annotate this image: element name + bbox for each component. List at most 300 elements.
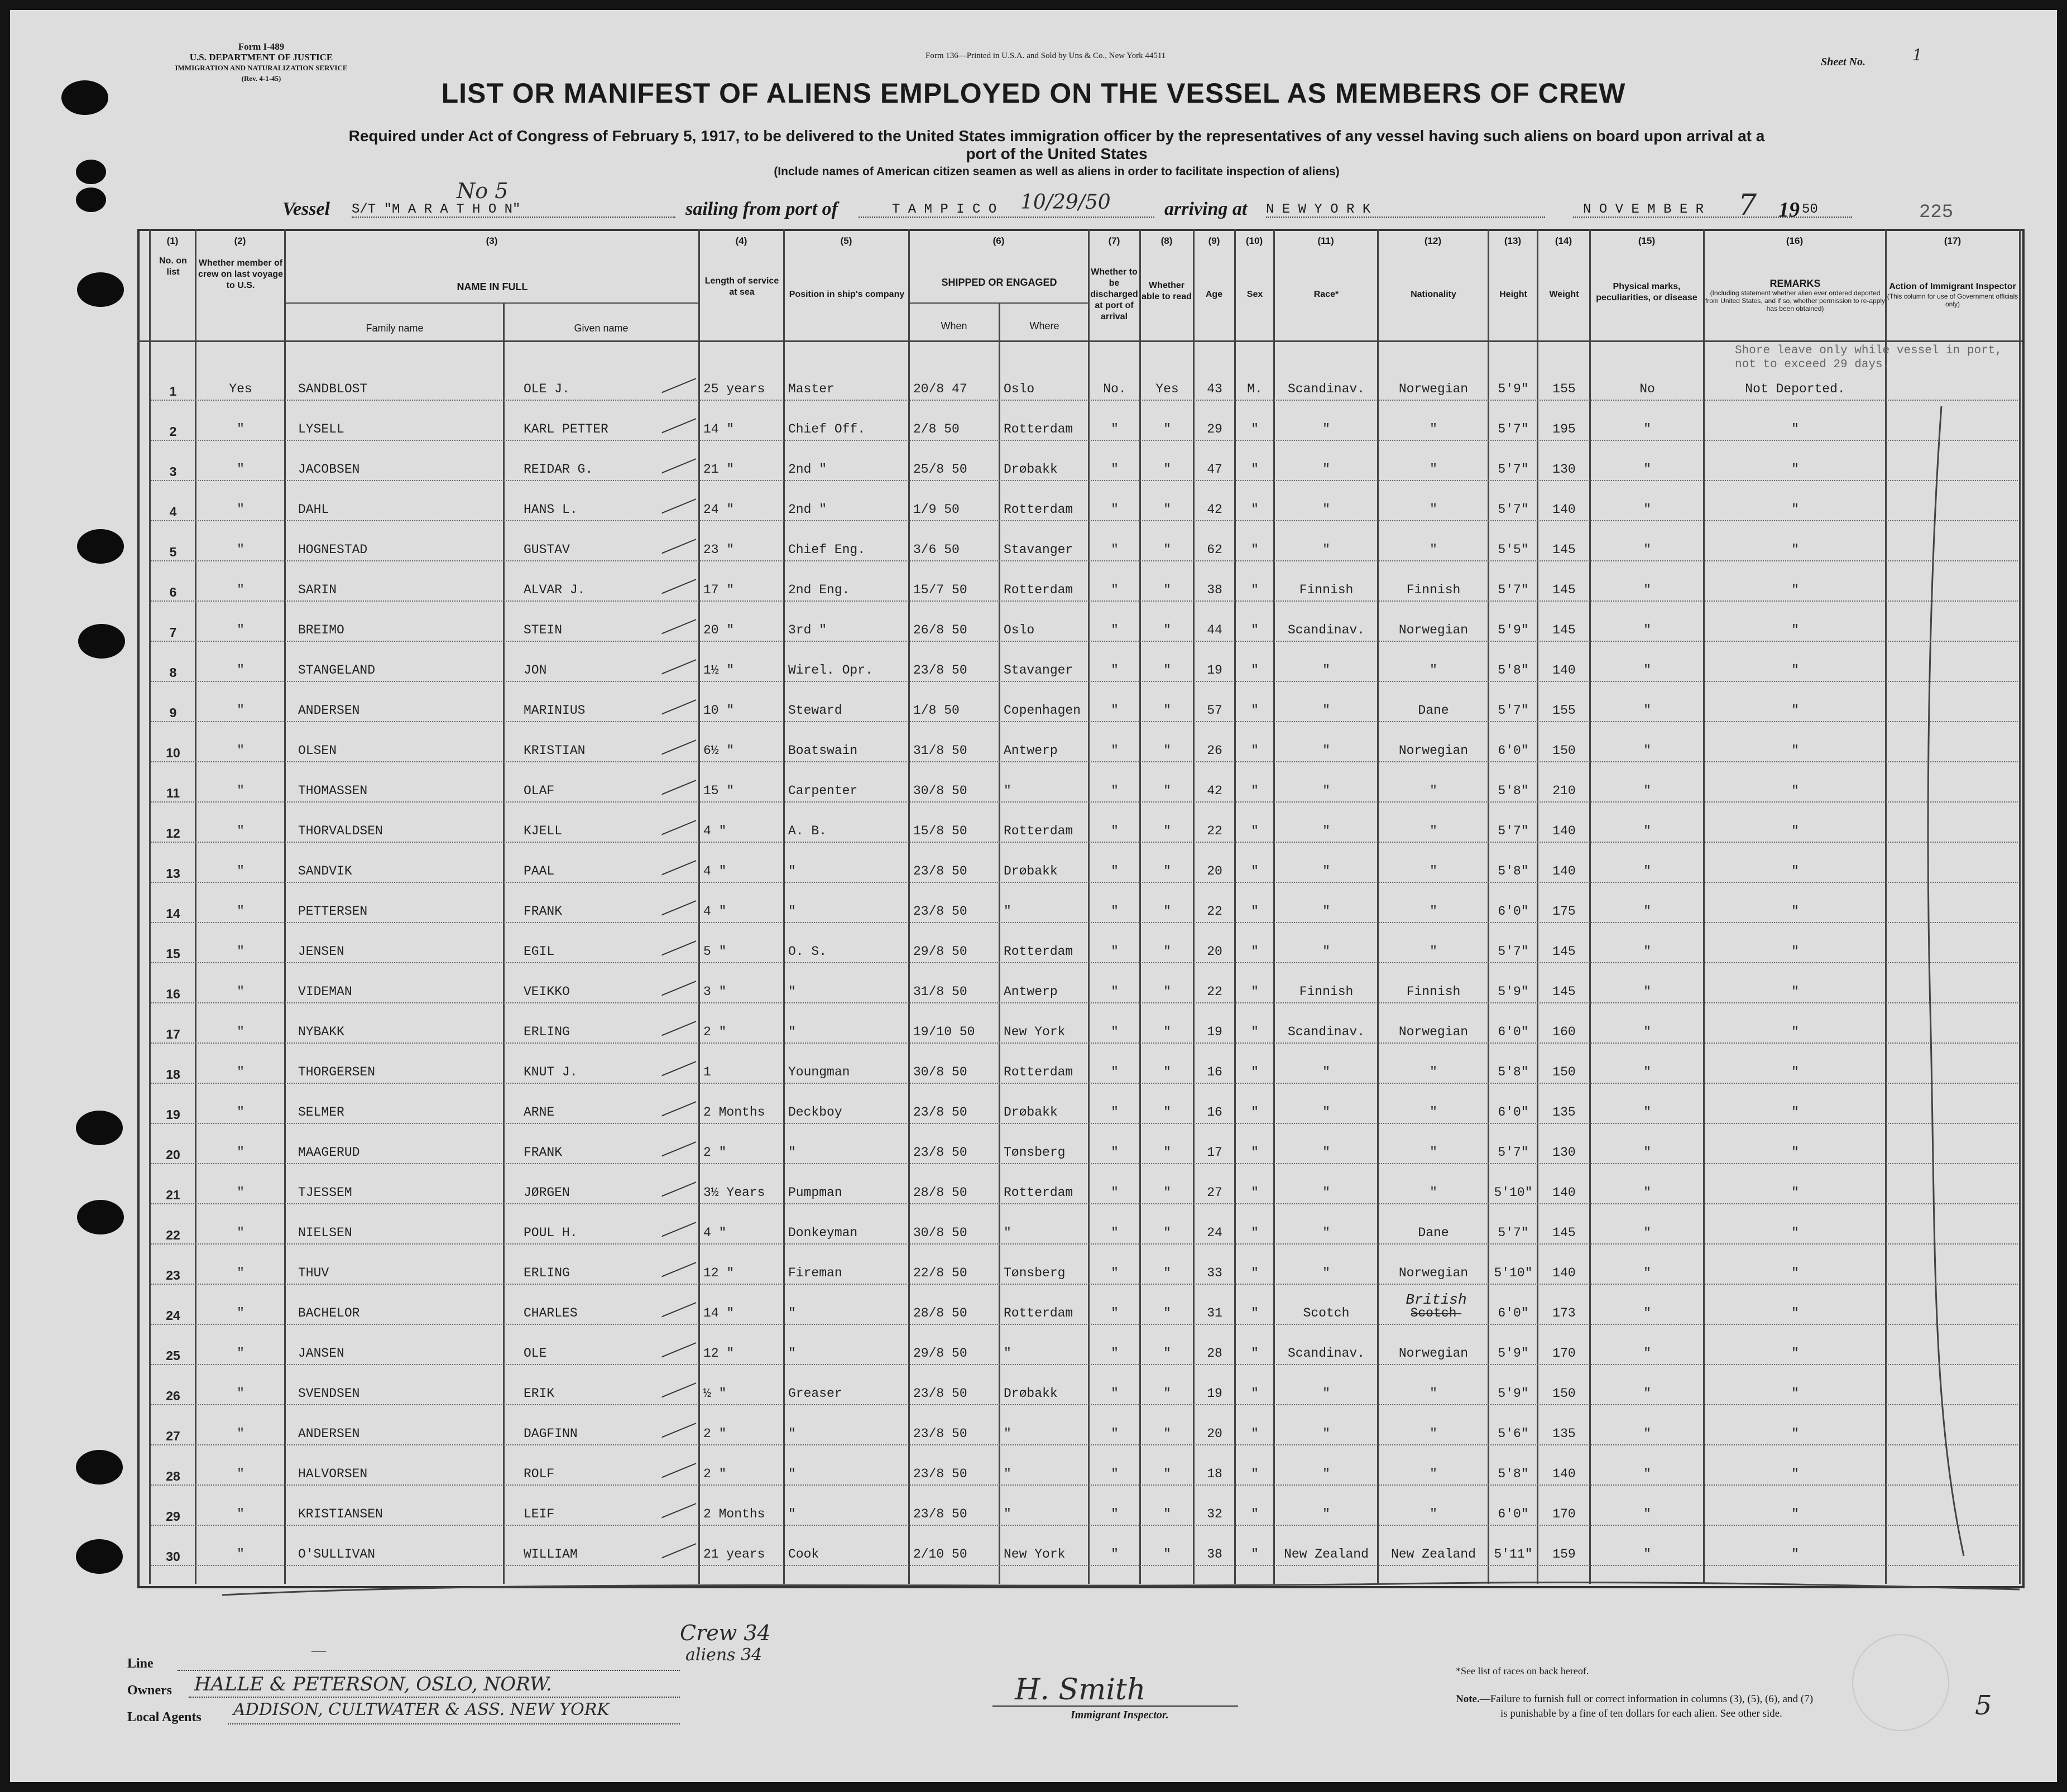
col-label: Family name bbox=[366, 323, 424, 334]
punch-hole bbox=[78, 624, 125, 659]
sex: " bbox=[1251, 623, 1259, 637]
weight: 210 bbox=[1552, 784, 1576, 798]
weight: 135 bbox=[1552, 1105, 1576, 1120]
column-rule bbox=[1703, 229, 1705, 1584]
able-to-read: " bbox=[1163, 1426, 1171, 1441]
race: " bbox=[1322, 502, 1330, 517]
length-of-service: 10 " bbox=[703, 703, 735, 718]
shipped-where: Rotterdam bbox=[1004, 583, 1073, 597]
family-name: NYBAKK bbox=[298, 1025, 344, 1039]
col-header-discharge bbox=[1090, 267, 1139, 323]
sex: M. bbox=[1247, 382, 1263, 396]
discharge: " bbox=[1111, 904, 1119, 919]
punch-hole bbox=[76, 1450, 123, 1484]
able-to-read: " bbox=[1163, 462, 1171, 477]
weight: 173 bbox=[1552, 1306, 1576, 1320]
shipped-where: Drøbakk bbox=[1004, 1386, 1058, 1401]
length-of-service: 4 " bbox=[703, 824, 727, 838]
height: 6'0" bbox=[1498, 904, 1529, 919]
sex: " bbox=[1251, 743, 1259, 758]
race: Finnish bbox=[1299, 583, 1354, 597]
family-name: HALVORSEN bbox=[298, 1467, 368, 1481]
shipped-when: 23/8 50 bbox=[913, 864, 967, 878]
race: " bbox=[1322, 864, 1330, 878]
age: 27 bbox=[1207, 1185, 1222, 1200]
row-rule bbox=[151, 721, 2018, 723]
nationality: " bbox=[1430, 1105, 1437, 1120]
position: Donkeyman bbox=[788, 1226, 858, 1240]
age: 19 bbox=[1207, 1025, 1222, 1039]
row-rule bbox=[151, 520, 2018, 522]
length-of-service: 14 " bbox=[703, 1306, 735, 1320]
remarks: " bbox=[1791, 864, 1799, 878]
column-rule bbox=[1088, 229, 1090, 1584]
shipped-where: Stavanger bbox=[1004, 663, 1073, 678]
row-number: 30 bbox=[166, 1549, 180, 1564]
family-name: TJESSEM bbox=[298, 1185, 352, 1200]
nationality: Norwegian bbox=[1398, 623, 1469, 637]
column-number: (16) bbox=[1786, 236, 1804, 246]
discharge: " bbox=[1111, 1185, 1119, 1200]
length-of-service: 14 " bbox=[703, 422, 735, 436]
nationality: " bbox=[1430, 824, 1437, 838]
remarks: " bbox=[1791, 1467, 1799, 1481]
position: " bbox=[788, 1467, 796, 1481]
previous-voyage: " bbox=[237, 1346, 244, 1361]
length-of-service: 2 " bbox=[703, 1025, 727, 1039]
able-to-read: " bbox=[1163, 1065, 1171, 1079]
remarks: " bbox=[1791, 462, 1799, 477]
weight: 160 bbox=[1552, 1025, 1576, 1039]
shipped-when: 23/8 50 bbox=[913, 1507, 967, 1521]
agents-label: Local Agents bbox=[127, 1710, 202, 1724]
crew-count: Crew 34 bbox=[680, 1621, 771, 1645]
weight: 130 bbox=[1552, 1145, 1576, 1160]
position: Chief Eng. bbox=[788, 542, 866, 557]
shipped-when: 15/7 50 bbox=[913, 583, 967, 597]
family-name: JACOBSEN bbox=[298, 462, 360, 477]
previous-voyage: " bbox=[237, 1426, 244, 1441]
position: Boatswain bbox=[788, 743, 858, 758]
shipped-when: 31/8 50 bbox=[913, 984, 967, 999]
col-label: NAME IN FULL bbox=[457, 281, 528, 292]
race: Scotch bbox=[1303, 1306, 1350, 1320]
discharge: " bbox=[1111, 784, 1119, 798]
remarks-shore-leave: Shore leave only while vessel in port, not to exceed 29 days. bbox=[1735, 344, 2002, 371]
age: 26 bbox=[1207, 743, 1222, 758]
discharge: " bbox=[1111, 1226, 1119, 1240]
shipped-where: Tønsberg bbox=[1004, 1266, 1066, 1280]
col-header-given-name bbox=[505, 323, 698, 334]
nationality: " bbox=[1430, 784, 1437, 798]
service-name: IMMIGRATION AND NATURALIZATION SERVICE bbox=[175, 64, 348, 72]
length-of-service: 12 " bbox=[703, 1266, 735, 1280]
column-number: (15) bbox=[1638, 236, 1656, 246]
sex: " bbox=[1251, 703, 1259, 718]
row-rule bbox=[151, 1083, 2018, 1084]
remarks: " bbox=[1791, 784, 1799, 798]
sex: " bbox=[1251, 1547, 1259, 1562]
family-name: KRISTIANSEN bbox=[298, 1507, 383, 1521]
column-number: (6) bbox=[992, 236, 1005, 246]
family-name: O'SULLIVAN bbox=[298, 1547, 376, 1562]
nationality: " bbox=[1430, 542, 1437, 557]
height: 5'8" bbox=[1498, 864, 1529, 878]
row-rule bbox=[151, 1565, 2018, 1567]
row-rule bbox=[151, 1163, 2018, 1165]
remarks: " bbox=[1791, 1346, 1799, 1361]
previous-voyage: " bbox=[237, 824, 244, 838]
col-header-where bbox=[1000, 320, 1088, 332]
age: 38 bbox=[1207, 583, 1222, 597]
physical-marks: " bbox=[1643, 542, 1651, 557]
weight: 145 bbox=[1552, 583, 1576, 597]
sex: " bbox=[1251, 1507, 1259, 1521]
row-rule bbox=[151, 560, 2018, 562]
shipped-when: 29/8 50 bbox=[913, 944, 967, 959]
shipped-when: 23/8 50 bbox=[913, 1145, 967, 1160]
nationality: " bbox=[1430, 462, 1437, 477]
physical-marks: " bbox=[1643, 1386, 1651, 1401]
able-to-read: " bbox=[1163, 904, 1171, 919]
arrival-day: 7 bbox=[1738, 189, 1757, 222]
nationality: " bbox=[1430, 663, 1437, 678]
previous-voyage: " bbox=[237, 1025, 244, 1039]
family-name: VIDEMAN bbox=[298, 984, 352, 999]
shipped-when: 23/8 50 bbox=[913, 663, 967, 678]
corner-mark: 5 bbox=[1975, 1690, 1992, 1721]
nationality: Scotch bbox=[1410, 1306, 1457, 1320]
row-number: 22 bbox=[166, 1228, 180, 1242]
previous-voyage: " bbox=[237, 623, 244, 637]
subtitle-line-1: Required under Act of Congress of February 5, 1917, to be delivered to the United States immigration officer by the representatives of any vessel having such aliens on board upon arrival at a bbox=[348, 127, 1765, 145]
physical-marks: " bbox=[1643, 824, 1651, 838]
family-name: DAHL bbox=[298, 502, 329, 517]
position: 2nd " bbox=[788, 502, 827, 517]
footer bbox=[10, 1621, 2057, 1757]
sex: " bbox=[1251, 984, 1259, 999]
col-label: Where bbox=[1029, 320, 1059, 332]
weight: 150 bbox=[1552, 1386, 1576, 1401]
height: 5'9" bbox=[1498, 984, 1529, 999]
family-name: STANGELAND bbox=[298, 663, 376, 678]
vessel-note: No 5 bbox=[457, 179, 509, 203]
shipped-when: 29/8 50 bbox=[913, 1346, 967, 1361]
weight: 145 bbox=[1552, 1226, 1576, 1240]
height: 5'10" bbox=[1494, 1266, 1533, 1280]
able-to-read: " bbox=[1163, 422, 1171, 436]
row-rule bbox=[151, 1525, 2018, 1526]
able-to-read: " bbox=[1163, 1507, 1171, 1521]
col-header-family-name bbox=[286, 323, 503, 334]
previous-voyage: " bbox=[237, 502, 244, 517]
vessel-label: Vessel bbox=[282, 199, 330, 219]
race: " bbox=[1322, 1266, 1330, 1280]
previous-voyage: " bbox=[237, 1467, 244, 1481]
shipped-where: Rotterdam bbox=[1004, 1065, 1073, 1079]
given-name: EGIL bbox=[524, 944, 555, 959]
column-number: (14) bbox=[1555, 236, 1572, 246]
col-header-nationality bbox=[1379, 289, 1488, 300]
length-of-service: 3½ Years bbox=[703, 1185, 765, 1200]
shipped-when: 1/9 50 bbox=[913, 502, 960, 517]
position: 2nd Eng. bbox=[788, 583, 850, 597]
col-header-race bbox=[1275, 289, 1378, 300]
row-number: 13 bbox=[166, 866, 180, 881]
previous-voyage: " bbox=[237, 1105, 244, 1120]
given-name: KJELL bbox=[524, 824, 563, 838]
given-name: FRANK bbox=[524, 904, 563, 919]
row-number: 28 bbox=[166, 1469, 180, 1483]
shipped-when: 3/6 50 bbox=[913, 542, 960, 557]
previous-voyage: " bbox=[237, 784, 244, 798]
shipped-where: Drøbakk bbox=[1004, 462, 1058, 477]
arrival-year-prefix: 19 bbox=[1778, 198, 1800, 222]
col-label: No. on list bbox=[159, 256, 187, 277]
length-of-service: 25 years bbox=[703, 382, 765, 396]
discharge: " bbox=[1111, 1547, 1119, 1562]
shipped-where: New York bbox=[1004, 1547, 1066, 1562]
inspector-signature: H. Smith bbox=[1015, 1673, 1146, 1707]
position: Greaser bbox=[788, 1386, 842, 1401]
weight: 155 bbox=[1552, 382, 1576, 396]
race: " bbox=[1322, 904, 1330, 919]
row-number: 8 bbox=[169, 665, 177, 680]
punch-hole bbox=[76, 1539, 123, 1574]
sex: " bbox=[1251, 864, 1259, 878]
able-to-read: " bbox=[1163, 623, 1171, 637]
nationality: Norwegian bbox=[1398, 1266, 1469, 1280]
inspector-check-line bbox=[1897, 395, 2008, 1567]
row-rule bbox=[151, 600, 2018, 602]
row-rule bbox=[151, 1484, 2018, 1486]
shipped-where: Tønsberg bbox=[1004, 1145, 1066, 1160]
race: " bbox=[1322, 824, 1330, 838]
sex: " bbox=[1251, 1025, 1259, 1039]
sailing-label: sailing from port of bbox=[685, 199, 838, 219]
sex: " bbox=[1251, 1266, 1259, 1280]
sex: " bbox=[1251, 502, 1259, 517]
age: 16 bbox=[1207, 1065, 1222, 1079]
shipped-where: Drøbakk bbox=[1004, 1105, 1058, 1120]
nationality-correction: British bbox=[1406, 1293, 1467, 1307]
shipped-where: " bbox=[1004, 1226, 1011, 1240]
length-of-service: 4 " bbox=[703, 1226, 727, 1240]
shipped-where: Rotterdam bbox=[1004, 502, 1073, 517]
form-revision: (Rev. 4-1-45) bbox=[241, 74, 281, 83]
able-to-read: " bbox=[1163, 1025, 1171, 1039]
discharge: " bbox=[1111, 1266, 1119, 1280]
sex: " bbox=[1251, 944, 1259, 959]
age: 43 bbox=[1207, 382, 1222, 396]
nationality: " bbox=[1430, 1065, 1437, 1079]
length-of-service: 3 " bbox=[703, 984, 727, 999]
given-name: PAAL bbox=[524, 864, 555, 878]
row-rule bbox=[151, 1002, 2018, 1004]
able-to-read: " bbox=[1163, 583, 1171, 597]
row-number: 23 bbox=[166, 1268, 180, 1282]
row-rule bbox=[151, 842, 2018, 843]
able-to-read: " bbox=[1163, 1266, 1171, 1280]
race: " bbox=[1322, 743, 1330, 758]
col-label: Given name bbox=[574, 323, 629, 334]
col-note: (This column for use of Government officials only) bbox=[1887, 292, 2018, 308]
discharge: " bbox=[1111, 1346, 1119, 1361]
weight: 155 bbox=[1552, 703, 1576, 718]
shipped-where: Antwerp bbox=[1004, 743, 1058, 758]
subtitle-line-2: port of the United States bbox=[966, 145, 1148, 162]
position: Carpenter bbox=[788, 784, 858, 798]
physical-marks: " bbox=[1643, 623, 1651, 637]
remarks: Not Deported. bbox=[1745, 382, 1845, 396]
height: 5'8" bbox=[1498, 784, 1529, 798]
given-name: OLE J. bbox=[524, 382, 570, 396]
col-header-sex bbox=[1236, 289, 1274, 300]
col-header-previous-voyage bbox=[196, 258, 285, 291]
note-text-1: —Failure to furnish full or correct information in columns (3), (5), (6), and (7) bbox=[1479, 1693, 1814, 1705]
sex: " bbox=[1251, 1145, 1259, 1160]
arrival-year: 50 bbox=[1802, 202, 1818, 217]
column-rule bbox=[1488, 229, 1489, 1584]
discharge: " bbox=[1111, 1507, 1119, 1521]
length-of-service: 21 years bbox=[703, 1547, 765, 1562]
family-name: THORVALDSEN bbox=[298, 824, 383, 838]
able-to-read: " bbox=[1163, 784, 1171, 798]
given-name: POUL H. bbox=[524, 1226, 578, 1240]
shipped-where: Stavanger bbox=[1004, 542, 1073, 557]
able-to-read: " bbox=[1163, 824, 1171, 838]
sex: " bbox=[1251, 1386, 1259, 1401]
nationality: Dane bbox=[1418, 1226, 1449, 1240]
weight: 140 bbox=[1552, 502, 1576, 517]
column-number: (5) bbox=[840, 236, 852, 246]
previous-voyage: " bbox=[237, 703, 244, 718]
race: New Zealand bbox=[1284, 1547, 1369, 1562]
arriving-port: N E W Y O R K bbox=[1266, 202, 1371, 217]
sex: " bbox=[1251, 663, 1259, 678]
able-to-read: " bbox=[1163, 1467, 1171, 1481]
weight: 150 bbox=[1552, 743, 1576, 758]
page-number: 225 bbox=[1919, 202, 1954, 223]
shipped-when: 15/8 50 bbox=[913, 824, 967, 838]
nationality: " bbox=[1430, 1145, 1437, 1160]
age: 42 bbox=[1207, 784, 1222, 798]
column-number: (10) bbox=[1245, 236, 1263, 246]
col-label: Length of service at sea bbox=[704, 276, 779, 297]
col-header-position bbox=[785, 289, 909, 300]
nationality: " bbox=[1430, 944, 1437, 959]
physical-marks: " bbox=[1643, 1105, 1651, 1120]
remarks: " bbox=[1791, 1547, 1799, 1562]
row-number: 2 bbox=[169, 424, 177, 439]
closing-line bbox=[222, 1573, 2031, 1606]
age: 19 bbox=[1207, 663, 1222, 678]
physical-marks: " bbox=[1643, 1185, 1651, 1200]
previous-voyage: " bbox=[237, 1065, 244, 1079]
given-name: CHARLES bbox=[524, 1306, 578, 1320]
position: Chief Off. bbox=[788, 422, 866, 436]
sex: " bbox=[1251, 542, 1259, 557]
length-of-service: 4 " bbox=[703, 904, 727, 919]
column-rule bbox=[1589, 229, 1591, 1584]
remarks: " bbox=[1791, 1105, 1799, 1120]
previous-voyage: " bbox=[237, 904, 244, 919]
previous-voyage: Yes bbox=[229, 382, 252, 396]
age: 47 bbox=[1207, 462, 1222, 477]
height: 5'5" bbox=[1498, 542, 1529, 557]
family-name: ANDERSEN bbox=[298, 703, 360, 718]
length-of-service: 17 " bbox=[703, 583, 735, 597]
col-header-height bbox=[1489, 289, 1537, 300]
row-rule bbox=[151, 1123, 2018, 1125]
shipped-when: 26/8 50 bbox=[913, 623, 967, 637]
height: 6'0" bbox=[1498, 1507, 1529, 1521]
discharge: " bbox=[1111, 542, 1119, 557]
weight: 140 bbox=[1552, 1185, 1576, 1200]
able-to-read: " bbox=[1163, 1306, 1171, 1320]
sex: " bbox=[1251, 462, 1259, 477]
previous-voyage: " bbox=[237, 1185, 244, 1200]
age: 38 bbox=[1207, 1547, 1222, 1562]
given-name: JØRGEN bbox=[524, 1185, 570, 1200]
shipped-when: 23/8 50 bbox=[913, 1467, 967, 1481]
given-name: ALVAR J. bbox=[524, 583, 586, 597]
given-name: GUSTAV bbox=[524, 542, 570, 557]
discharge: " bbox=[1111, 984, 1119, 999]
remarks: " bbox=[1791, 583, 1799, 597]
column-rule bbox=[149, 229, 151, 1584]
race: " bbox=[1322, 1386, 1330, 1401]
given-name: LEIF bbox=[524, 1507, 555, 1521]
length-of-service: 2 Months bbox=[703, 1105, 765, 1120]
position: O. S. bbox=[788, 944, 827, 959]
department-name: U.S. DEPARTMENT OF JUSTICE bbox=[189, 52, 333, 63]
remarks: " bbox=[1791, 703, 1799, 718]
able-to-read: " bbox=[1163, 1386, 1171, 1401]
race: " bbox=[1322, 1467, 1330, 1481]
physical-marks: " bbox=[1643, 904, 1651, 919]
column-number: (2) bbox=[234, 236, 246, 246]
col-header-shipped bbox=[910, 277, 1088, 288]
position: " bbox=[788, 1025, 796, 1039]
sex: " bbox=[1251, 1105, 1259, 1120]
length-of-service: 1 bbox=[703, 1065, 711, 1079]
sex: " bbox=[1251, 1346, 1259, 1361]
row-rule bbox=[151, 681, 2018, 683]
age: 62 bbox=[1207, 542, 1222, 557]
shipped-when: 19/10 50 bbox=[913, 1025, 975, 1039]
discharge: " bbox=[1111, 1386, 1119, 1401]
line-label: Line bbox=[127, 1656, 154, 1671]
column-number: (17) bbox=[1944, 236, 1962, 246]
able-to-read: " bbox=[1163, 944, 1171, 959]
position: " bbox=[788, 1426, 796, 1441]
nationality: " bbox=[1430, 1467, 1437, 1481]
race: " bbox=[1322, 1065, 1330, 1079]
physical-marks: " bbox=[1643, 663, 1651, 678]
length-of-service: 2 " bbox=[703, 1467, 727, 1481]
length-of-service: 1½ " bbox=[703, 663, 735, 678]
column-rule bbox=[908, 229, 910, 1584]
previous-voyage: " bbox=[237, 944, 244, 959]
shipped-when: 28/8 50 bbox=[913, 1185, 967, 1200]
given-name: OLE bbox=[524, 1346, 547, 1361]
nationality: " bbox=[1430, 864, 1437, 878]
age: 20 bbox=[1207, 864, 1222, 878]
age: 33 bbox=[1207, 1266, 1222, 1280]
shipped-when: 30/8 50 bbox=[913, 784, 967, 798]
remarks: " bbox=[1791, 1185, 1799, 1200]
